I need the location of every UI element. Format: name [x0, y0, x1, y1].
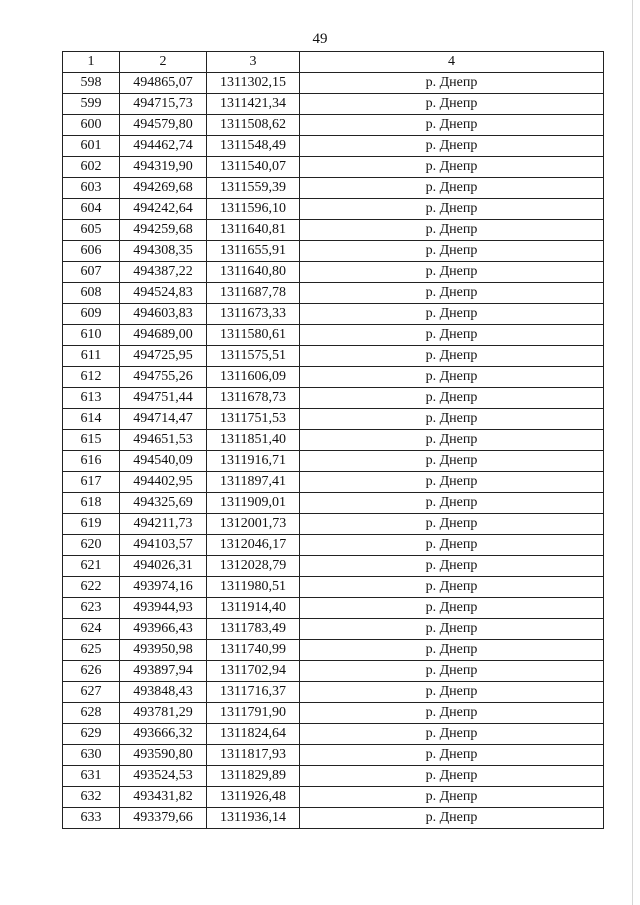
cell-x-coordinate: 493848,43 — [120, 682, 207, 703]
cell-point-number: 600 — [63, 115, 120, 136]
cell-y-coordinate: 1311702,94 — [207, 661, 300, 682]
cell-y-coordinate: 1311740,99 — [207, 640, 300, 661]
cell-point-number: 630 — [63, 745, 120, 766]
cell-y-coordinate: 1311421,34 — [207, 94, 300, 115]
cell-y-coordinate: 1311640,80 — [207, 262, 300, 283]
cell-description: р. Днепр — [300, 73, 604, 94]
cell-description: р. Днепр — [300, 409, 604, 430]
cell-x-coordinate: 493944,93 — [120, 598, 207, 619]
coordinates-table-container — [62, 51, 603, 829]
cell-point-number: 611 — [63, 346, 120, 367]
cell-point-number: 627 — [63, 682, 120, 703]
cell-description: р. Днепр — [300, 619, 604, 640]
table-row — [63, 745, 604, 766]
table-row — [63, 73, 604, 94]
cell-description: р. Днепр — [300, 808, 604, 829]
cell-x-coordinate: 493781,29 — [120, 703, 207, 724]
cell-description: р. Днепр — [300, 661, 604, 682]
cell-description: р. Днепр — [300, 220, 604, 241]
cell-description: р. Днепр — [300, 577, 604, 598]
table-row — [63, 430, 604, 451]
cell-x-coordinate: 494579,80 — [120, 115, 207, 136]
cell-y-coordinate: 1311897,41 — [207, 472, 300, 493]
cell-x-coordinate: 493666,32 — [120, 724, 207, 745]
cell-description: р. Днепр — [300, 262, 604, 283]
cell-point-number: 604 — [63, 199, 120, 220]
column-header-2: 2 — [120, 52, 207, 73]
table-row — [63, 136, 604, 157]
cell-description: р. Днепр — [300, 766, 604, 787]
cell-point-number: 631 — [63, 766, 120, 787]
cell-x-coordinate: 494269,68 — [120, 178, 207, 199]
table-row — [63, 304, 604, 325]
cell-y-coordinate: 1311302,15 — [207, 73, 300, 94]
cell-x-coordinate: 493590,80 — [120, 745, 207, 766]
table-row — [63, 472, 604, 493]
column-header-4: 4 — [300, 52, 604, 73]
cell-y-coordinate: 1311716,37 — [207, 682, 300, 703]
cell-point-number: 619 — [63, 514, 120, 535]
table-row — [63, 787, 604, 808]
cell-y-coordinate: 1311606,09 — [207, 367, 300, 388]
cell-point-number: 628 — [63, 703, 120, 724]
cell-y-coordinate: 1311936,14 — [207, 808, 300, 829]
table-row — [63, 283, 604, 304]
cell-point-number: 603 — [63, 178, 120, 199]
table-row — [63, 619, 604, 640]
table-row — [63, 535, 604, 556]
cell-y-coordinate: 1311751,53 — [207, 409, 300, 430]
cell-x-coordinate: 494524,83 — [120, 283, 207, 304]
cell-x-coordinate: 494103,57 — [120, 535, 207, 556]
cell-y-coordinate: 1312028,79 — [207, 556, 300, 577]
cell-point-number: 625 — [63, 640, 120, 661]
cell-x-coordinate: 494026,31 — [120, 556, 207, 577]
cell-point-number: 615 — [63, 430, 120, 451]
cell-y-coordinate: 1311508,62 — [207, 115, 300, 136]
cell-point-number: 599 — [63, 94, 120, 115]
cell-y-coordinate: 1311916,71 — [207, 451, 300, 472]
table-row — [63, 241, 604, 262]
cell-point-number: 613 — [63, 388, 120, 409]
cell-description: р. Днепр — [300, 157, 604, 178]
cell-description: р. Днепр — [300, 283, 604, 304]
cell-y-coordinate: 1311817,93 — [207, 745, 300, 766]
table-row — [63, 115, 604, 136]
cell-point-number: 632 — [63, 787, 120, 808]
cell-description: р. Днепр — [300, 430, 604, 451]
cell-x-coordinate: 494865,07 — [120, 73, 207, 94]
cell-description: р. Днепр — [300, 682, 604, 703]
cell-description: р. Днепр — [300, 640, 604, 661]
cell-y-coordinate: 1311559,39 — [207, 178, 300, 199]
table-row — [63, 178, 604, 199]
cell-description: р. Днепр — [300, 493, 604, 514]
cell-description: р. Днепр — [300, 325, 604, 346]
cell-description: р. Днепр — [300, 451, 604, 472]
page-number: 49 — [312, 31, 328, 47]
table-row — [63, 346, 604, 367]
cell-point-number: 624 — [63, 619, 120, 640]
table-row — [63, 220, 604, 241]
header-row — [63, 52, 604, 73]
cell-description: р. Днепр — [300, 787, 604, 808]
cell-description: р. Днепр — [300, 556, 604, 577]
table-row — [63, 157, 604, 178]
table-row — [63, 640, 604, 661]
cell-point-number: 601 — [63, 136, 120, 157]
cell-description: р. Днепр — [300, 598, 604, 619]
cell-y-coordinate: 1311791,90 — [207, 703, 300, 724]
cell-description: р. Днепр — [300, 703, 604, 724]
cell-point-number: 609 — [63, 304, 120, 325]
cell-x-coordinate: 493379,66 — [120, 808, 207, 829]
cell-y-coordinate: 1311926,48 — [207, 787, 300, 808]
table-row — [63, 262, 604, 283]
table-row — [63, 94, 604, 115]
cell-description: р. Днепр — [300, 535, 604, 556]
cell-x-coordinate: 494714,47 — [120, 409, 207, 430]
cell-x-coordinate: 494715,73 — [120, 94, 207, 115]
cell-y-coordinate: 1311678,73 — [207, 388, 300, 409]
cell-x-coordinate: 494755,26 — [120, 367, 207, 388]
cell-description: р. Днепр — [300, 94, 604, 115]
cell-point-number: 633 — [63, 808, 120, 829]
cell-description: р. Днепр — [300, 199, 604, 220]
column-header-3: 3 — [207, 52, 300, 73]
table-row — [63, 682, 604, 703]
cell-x-coordinate: 494259,68 — [120, 220, 207, 241]
table-row — [63, 808, 604, 829]
cell-x-coordinate: 494242,64 — [120, 199, 207, 220]
cell-description: р. Днепр — [300, 136, 604, 157]
cell-y-coordinate: 1311575,51 — [207, 346, 300, 367]
cell-point-number: 606 — [63, 241, 120, 262]
cell-point-number: 622 — [63, 577, 120, 598]
cell-point-number: 610 — [63, 325, 120, 346]
cell-y-coordinate: 1311655,91 — [207, 241, 300, 262]
cell-x-coordinate: 494387,22 — [120, 262, 207, 283]
cell-point-number: 598 — [63, 73, 120, 94]
table-row — [63, 409, 604, 430]
table-row — [63, 724, 604, 745]
table-row — [63, 598, 604, 619]
cell-y-coordinate: 1311851,40 — [207, 430, 300, 451]
cell-y-coordinate: 1311783,49 — [207, 619, 300, 640]
cell-x-coordinate: 494308,35 — [120, 241, 207, 262]
table-row — [63, 367, 604, 388]
cell-y-coordinate: 1311687,78 — [207, 283, 300, 304]
table-row — [63, 577, 604, 598]
cell-x-coordinate: 493950,98 — [120, 640, 207, 661]
cell-point-number: 608 — [63, 283, 120, 304]
table-row — [63, 703, 604, 724]
table-row — [63, 556, 604, 577]
cell-point-number: 618 — [63, 493, 120, 514]
cell-description: р. Днепр — [300, 346, 604, 367]
cell-point-number: 626 — [63, 661, 120, 682]
cell-y-coordinate: 1311540,07 — [207, 157, 300, 178]
cell-description: р. Днепр — [300, 514, 604, 535]
cell-point-number: 616 — [63, 451, 120, 472]
cell-y-coordinate: 1311824,64 — [207, 724, 300, 745]
cell-x-coordinate: 494319,90 — [120, 157, 207, 178]
cell-point-number: 623 — [63, 598, 120, 619]
cell-description: р. Днепр — [300, 724, 604, 745]
cell-x-coordinate: 494651,53 — [120, 430, 207, 451]
cell-y-coordinate: 1311829,89 — [207, 766, 300, 787]
column-header-1: 1 — [63, 52, 120, 73]
cell-y-coordinate: 1312001,73 — [207, 514, 300, 535]
cell-point-number: 605 — [63, 220, 120, 241]
cell-description: р. Днепр — [300, 115, 604, 136]
table-body — [63, 73, 604, 829]
cell-x-coordinate: 494325,69 — [120, 493, 207, 514]
cell-x-coordinate: 493431,82 — [120, 787, 207, 808]
cell-y-coordinate: 1311580,61 — [207, 325, 300, 346]
cell-description: р. Днепр — [300, 241, 604, 262]
table-header — [63, 52, 604, 73]
cell-y-coordinate: 1312046,17 — [207, 535, 300, 556]
cell-y-coordinate: 1311673,33 — [207, 304, 300, 325]
cell-description: р. Днепр — [300, 367, 604, 388]
cell-x-coordinate: 494689,00 — [120, 325, 207, 346]
table-row — [63, 514, 604, 535]
cell-x-coordinate: 494211,73 — [120, 514, 207, 535]
cell-point-number: 620 — [63, 535, 120, 556]
cell-x-coordinate: 493524,53 — [120, 766, 207, 787]
cell-description: р. Днепр — [300, 388, 604, 409]
cell-x-coordinate: 494725,95 — [120, 346, 207, 367]
table-row — [63, 766, 604, 787]
cell-x-coordinate: 494540,09 — [120, 451, 207, 472]
cell-description: р. Днепр — [300, 178, 604, 199]
table-row — [63, 661, 604, 682]
cell-point-number: 612 — [63, 367, 120, 388]
cell-point-number: 602 — [63, 157, 120, 178]
cell-point-number: 617 — [63, 472, 120, 493]
cell-x-coordinate: 493974,16 — [120, 577, 207, 598]
cell-x-coordinate: 494603,83 — [120, 304, 207, 325]
cell-description: р. Днепр — [300, 745, 604, 766]
cell-x-coordinate: 493897,94 — [120, 661, 207, 682]
cell-description: р. Днепр — [300, 304, 604, 325]
table-row — [63, 388, 604, 409]
cell-description: р. Днепр — [300, 472, 604, 493]
cell-y-coordinate: 1311548,49 — [207, 136, 300, 157]
cell-x-coordinate: 494462,74 — [120, 136, 207, 157]
cell-x-coordinate: 494402,95 — [120, 472, 207, 493]
scan-edge-line — [632, 0, 633, 905]
cell-x-coordinate: 494751,44 — [120, 388, 207, 409]
table-row — [63, 451, 604, 472]
cell-y-coordinate: 1311909,01 — [207, 493, 300, 514]
cell-x-coordinate: 493966,43 — [120, 619, 207, 640]
cell-point-number: 607 — [63, 262, 120, 283]
cell-y-coordinate: 1311914,40 — [207, 598, 300, 619]
cell-point-number: 614 — [63, 409, 120, 430]
cell-point-number: 629 — [63, 724, 120, 745]
cell-y-coordinate: 1311640,81 — [207, 220, 300, 241]
coordinates-table — [62, 51, 604, 829]
table-row — [63, 199, 604, 220]
cell-point-number: 621 — [63, 556, 120, 577]
cell-y-coordinate: 1311980,51 — [207, 577, 300, 598]
cell-y-coordinate: 1311596,10 — [207, 199, 300, 220]
table-row — [63, 325, 604, 346]
table-row — [63, 493, 604, 514]
